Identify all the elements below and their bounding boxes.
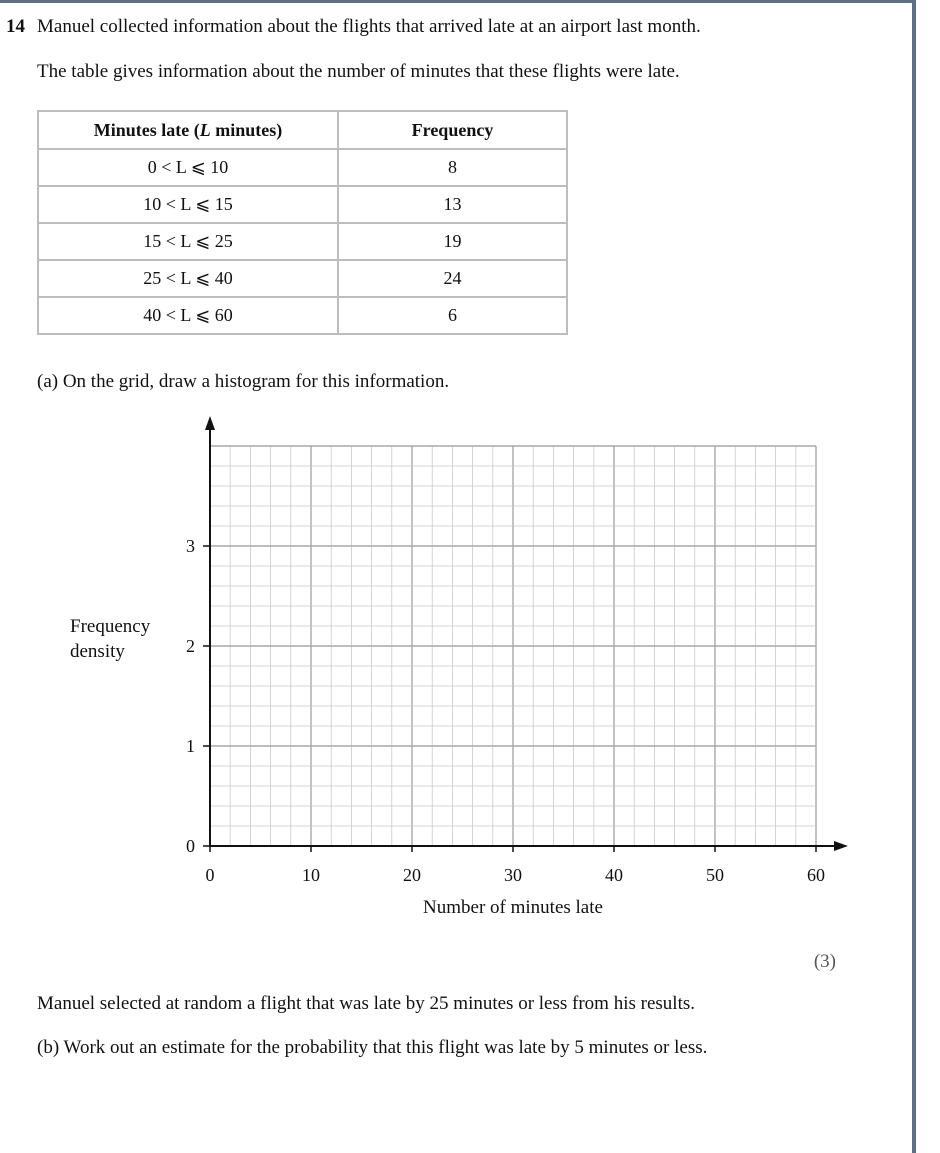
y-axis-title-line: density [70,641,125,662]
y-axis-arrow-icon [205,416,215,430]
interval-cell: 40 < L ⩽ 60 [38,297,338,334]
y-tick-label: 0 [186,836,195,856]
frequency-cell: 13 [338,186,567,223]
x-tick-label: 40 [605,865,623,885]
part-a-marks: (3) [813,951,836,972]
interval-cell: 15 < L ⩽ 25 [38,223,338,260]
frequency-cell: 24 [338,260,567,297]
frequency-cell: 6 [338,297,567,334]
question-intro: Manuel collected information about the flights that arrived late at an airport last month. [37,16,701,37]
minutes-late-header: Minutes late (L minutes) [38,111,338,149]
x-tick-label: 0 [205,865,215,885]
y-tick-label: 2 [186,636,195,656]
part-b-question: (b) Work out an estimate for the probability that this flight was late by 5 minutes or less. [37,1037,708,1058]
x-axis-title: Number of minutes late [423,897,603,918]
x-tick-label: 60 [807,865,825,885]
table-intro: The table gives information about the number of minutes that these flights were late. [37,61,680,82]
x-tick-label: 10 [302,865,320,885]
x-tick-label: 30 [504,865,522,885]
part-b-intro: Manuel selected at random a flight that was late by 25 minutes or less from his results. [37,993,695,1014]
question-number: 14 [6,16,25,37]
interval-cell: 10 < L ⩽ 15 [38,186,338,223]
y-axis-title-line: Frequency [70,616,151,637]
interval-cell: 25 < L ⩽ 40 [38,260,338,297]
y-tick-label: 1 [186,736,195,756]
x-axis-arrow-icon [834,841,848,851]
chart-labels [70,536,825,918]
frequency-cell: 8 [338,149,567,186]
interval-cell: 0 < L ⩽ 10 [38,149,338,186]
frequency-cell: 19 [338,223,567,260]
part-a-instruction: (a) On the grid, draw a histogram for this information. [37,371,450,392]
graph-paper-grid [210,446,816,846]
y-tick-label: 3 [186,536,195,556]
x-tick-label: 20 [403,865,421,885]
x-tick-label: 50 [706,865,724,885]
frequency-header: Frequency [338,111,567,149]
